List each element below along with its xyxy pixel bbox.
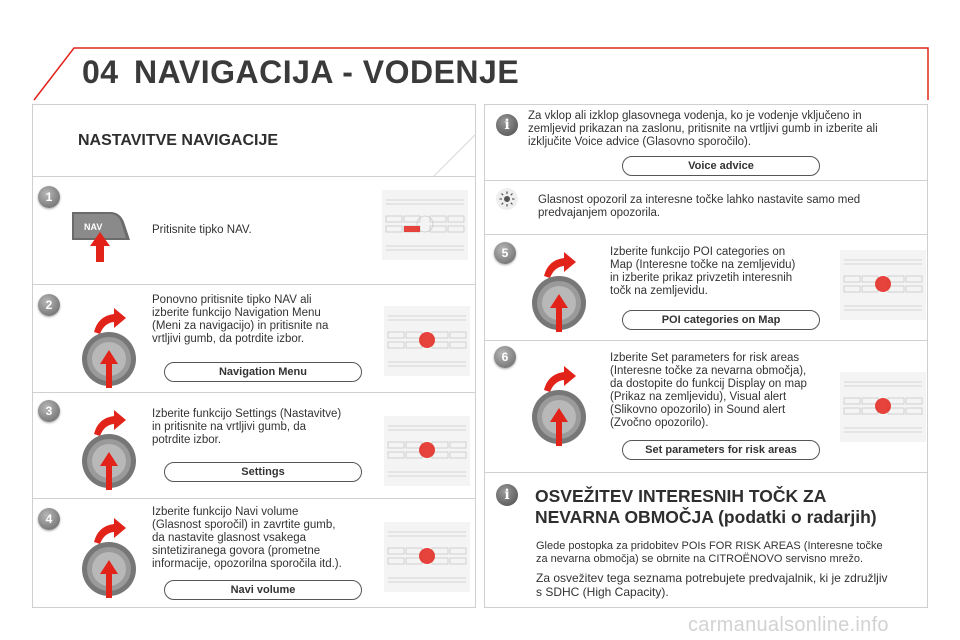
radio-panel-image [384, 306, 470, 376]
step-number-1: 1 [38, 186, 60, 208]
navigation-menu-pill: Navigation Menu [164, 362, 362, 382]
voice-advice-info-text: Za vklop ali izklop glasovnega vodenja, ko je vodenje vključeno in zemljevid prikazan na zaslonu, pritisnite na vrtljivi gumb in izberite ali izključite Voice advice (Glasovno sporočilo). [528, 110, 878, 148]
radio-panel-image [840, 250, 926, 320]
rotary-knob-icon [80, 540, 138, 598]
divider [32, 176, 476, 177]
update-heading: OSVEŽITEV INTERESNIH TOČK ZA NEVARNA OBMOČJA (podatki o radarjih) [535, 486, 877, 527]
step-2-text: Ponovno pritisnite tipko NAV ali izberite funkcijo Navigation Menu (Meni za navigacijo) in pritisnite na vrtljivi gumb, da potrdite izbor. [152, 294, 329, 345]
risk-areas-pill: Set parameters for risk areas [622, 440, 820, 460]
step-6-text: Izberite Set parameters for risk areas (Interesne točke za nevarna območja), da dostopite do funkcij Display on map (Prikaz na zemljevidu), Visual alert (Slikovno opozorilo) in Sound alert (Zvočno opozorilo). [610, 352, 807, 429]
divider [32, 392, 476, 393]
rotary-knob-icon [530, 388, 588, 446]
divider [32, 284, 476, 285]
step-4-text: Izberite funkcijo Navi volume (Glasnost sporočil) in zavrtite gumb, da nastavite glasnost vsakega sintetiziranega govora (prometne informacije, opozorilna sporočila itd.). [152, 506, 342, 570]
radio-panel-image [382, 190, 468, 260]
section-title: NASTAVITVE NAVIGACIJE [78, 132, 279, 149]
page-title: NAVIGACIJA - VODENJE [134, 54, 520, 90]
radio-panel-image [840, 372, 926, 442]
divider [484, 472, 928, 473]
info-icon: i [496, 114, 518, 136]
settings-pill: Settings [164, 462, 362, 482]
divider [484, 180, 928, 181]
watermark: carmanualsonline.info [688, 614, 889, 636]
info-icon: i [496, 484, 518, 506]
step-number-2: 2 [38, 294, 60, 316]
nav-key-icon [70, 196, 146, 262]
step-5-text: Izberite funkcijo POI categories on Map (Interesne točke na zemljevidu) in izberite prikaz privzetih interesnih točk na zemljevidu. [610, 246, 796, 297]
step-1-text: Pritisnite tipko NAV. [152, 224, 252, 236]
poi-categories-pill: POI categories on Map [622, 310, 820, 330]
radio-panel-image [384, 522, 470, 592]
tip-text: Glasnost opozoril za interesne točke lahko nastavite samo med predvajanjem opozorila. [538, 194, 861, 219]
divider [484, 340, 928, 341]
step-number-5: 5 [494, 242, 516, 264]
update-para-2: Za osvežitev tega seznama potrebujete predvajalnik, ki je združljiv s SDHC (High Capacity). [536, 571, 888, 599]
step-number-6: 6 [494, 346, 516, 368]
rotary-knob-icon [530, 274, 588, 332]
rotary-knob-icon [80, 330, 138, 388]
divider [484, 234, 928, 235]
voice-advice-pill: Voice advice [622, 156, 820, 176]
tip-sun-icon [496, 188, 518, 210]
divider [32, 498, 476, 499]
step-number-4: 4 [38, 508, 60, 530]
chapter-number: 04 [82, 54, 119, 90]
radio-panel-image [384, 416, 470, 486]
step-number-3: 3 [38, 400, 60, 422]
nav-key-label: NAV [84, 222, 103, 232]
navi-volume-pill: Navi volume [164, 580, 362, 600]
rotary-knob-icon [80, 432, 138, 490]
update-para-1: Glede postopka za pridobitev POIs FOR RISK AREAS (Interesne točke za nevarna območja) se obrnite na CITROËNOVO servisno mrežo. [536, 540, 883, 565]
step-3-text: Izberite funkcijo Settings (Nastavitve) in pritisnite na vrtljivi gumb, da potrdite izbor. [152, 408, 342, 446]
